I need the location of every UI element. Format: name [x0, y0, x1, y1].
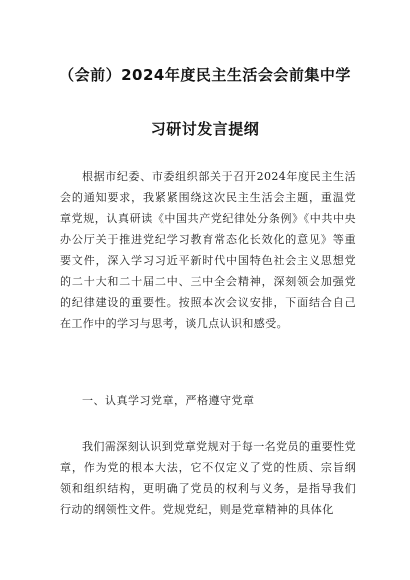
- document-title-line1: （会前）2024年度民主生活会会前集中学: [59, 66, 351, 84]
- intro-paragraph: 根据市纪委、市委组织部关于召开2024年度民主生活会的通知要求，我紧紧围绕这次民主生活会主题，重温党章党规，认真研读《中国共产党纪律处分条例》《中共中央办公厅关于推进党纪学习教育常态化长效化的意见》等重要文件，深入学习习近平新时代中国特色社会主义思想党的二十大和二十届二中、三中全会精神，深刻领会加强党的纪律建设的重要性。按照本次会议安排，下面结合自己在工作中的学习与思考，谈几点认识和感受。: [60, 170, 356, 330]
- section-heading-1: 一、认真学习党章，严格遵守党章: [82, 394, 255, 407]
- section1-paragraph: 我们需深刻认识到党章党规对于每一名党员的重要性党章，作为党的根本大法，它不仅定义了党的性质、宗旨纲领和组织结构，更明确了党员的权利与义务，是指导我们行动的纲领性文件。党规党纪，则是党章精神的具体化: [60, 440, 356, 516]
- document-title-line2: 习研讨发言提纲: [150, 120, 260, 138]
